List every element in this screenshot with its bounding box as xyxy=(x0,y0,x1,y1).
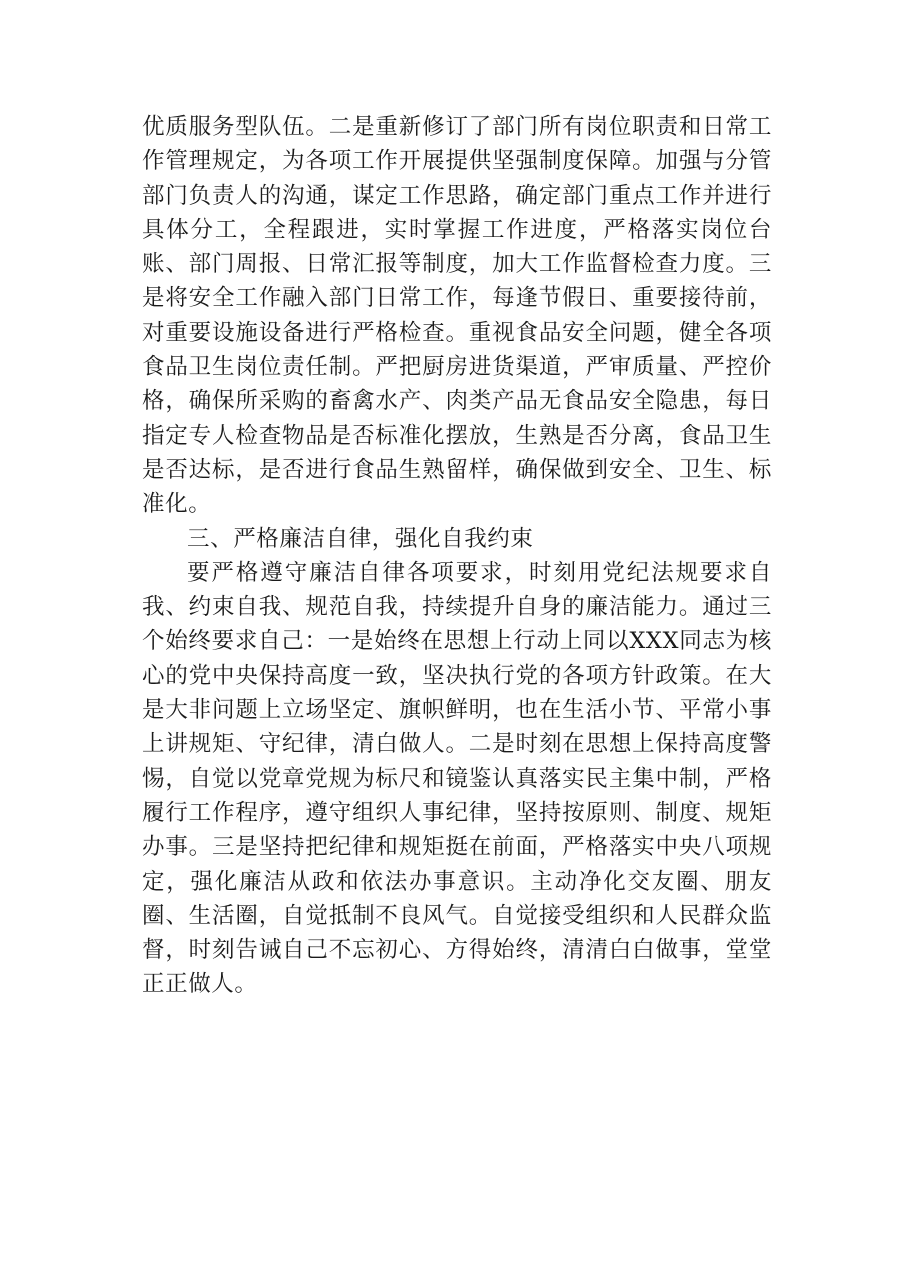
paragraph-self-discipline: 要严格遵守廉洁自律各项要求，时刻用党纪法规要求自我、约束自我、规范自我，持续提升自身的廉洁能力。通过三个始终要求自己：一是始终在思想上行动上同以XXX同志为核心的党中央保持高度一致，坚决执行党的各项方针政策。在大是大非问题上立场坚定、旗帜鲜明，也在生活小节、平常小事上讲规矩、守纪律，清白做人。二是时刻在思想上保持高度警惕，自觉以党章党规为标尺和镜鉴认真落实民主集中制，严格履行工作程序，遵守组织人事纪律，坚持按原则、制度、规矩办事。三是坚持把纪律和规矩挺在前面，严格落实中央八项规定，强化廉洁从政和依法办事意识。主动净化交友圈、朋友圈、生活圈，自觉抵制不良风气。自觉接受组织和人民群众监督，时刻告诫自己不忘初心、方得始终，清清白白做事，堂堂正正做人。 xyxy=(142,559,772,998)
paragraph-continuation: 优质服务型队伍。二是重新修订了部门所有岗位职责和日常工作管理规定，为各项工作开展提供坚强制度保障。加强与分管部门负责人的沟通，谋定工作思路，确定部门重点工作并进行具体分工，全程跟进，实时掌握工作进度，严格落实岗位台账、部门周报、日常汇报等制度，加大工作监督检查力度。三是将安全工作融入部门日常工作，每逢节假日、重要接待前，对重要设施设备进行严格检查。重视食品安全问题，健全各项食品卫生岗位责任制。严把厨房进货渠道，严审质量、严控价格，确保所采购的畜禽水产、肉类产品无食品安全隐患，每日指定专人检查物品是否标准化摆放，生熟是否分离，食品卫生是否达标，是否进行食品生熟留样，确保做到安全、卫生、标准化。 xyxy=(142,114,772,518)
section-heading: 三、严格廉洁自律，强化自我约束 xyxy=(187,525,534,552)
document-body xyxy=(142,110,772,1002)
